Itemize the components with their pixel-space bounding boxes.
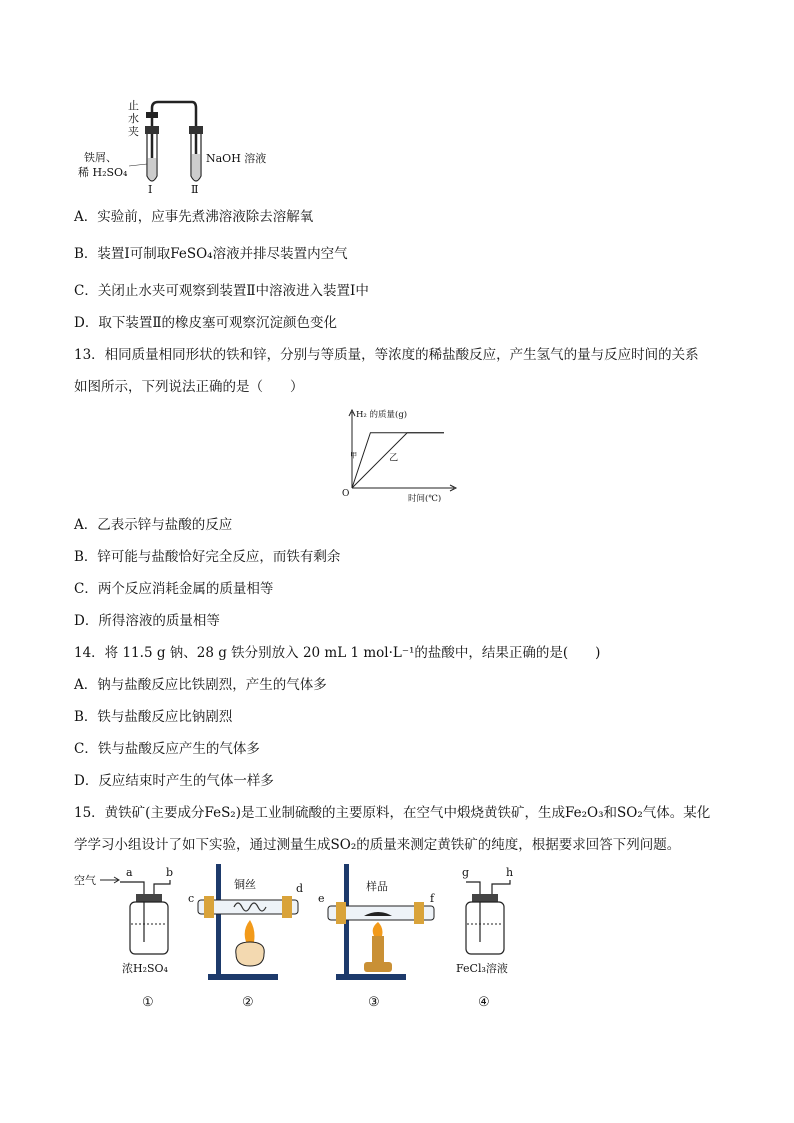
tube3-cap-left xyxy=(336,902,346,924)
reagent-left-2: 稀 H₂SO₄ xyxy=(78,166,128,179)
tube1-label: Ⅰ xyxy=(148,183,153,196)
clamp-label-3: 夹 xyxy=(128,125,139,138)
tube2-cap-right xyxy=(282,896,292,918)
q15-stem-line1: 15．黄铁矿(主要成分FeS₂)是工业制硫酸的主要原料，在空气中煅烧黄铁矿，生成Fe₂O₃和SO₂气体。某化 xyxy=(74,805,711,821)
air-arrow xyxy=(100,877,119,883)
apparatus-number-2: ② xyxy=(242,995,254,1010)
copper-label: 铜丝 xyxy=(234,878,256,891)
port-b: b xyxy=(166,866,174,879)
series-label-0: 甲 xyxy=(350,451,358,460)
tube2-cap-left xyxy=(204,896,214,918)
q14-stem: 14．将 11.5 g 钠、28 g 铁分别放入 20 mL 1 mol·L⁻¹的盐酸中，结果正确的是( ) xyxy=(74,645,601,661)
q13-option-a: A．乙表示锌与盐酸的反应 xyxy=(74,517,233,533)
burner3-body xyxy=(372,936,384,962)
q13-stem-line2: 如图所示，下列说法正确的是（ ） xyxy=(74,379,304,395)
leader-line-left xyxy=(129,164,147,166)
sample-label: 样品 xyxy=(366,880,388,893)
q12-option-d: D．取下装置Ⅱ的橡皮塞可观察沉淀颜色变化 xyxy=(74,315,337,331)
q14-option-c: C．铁与盐酸反应产生的气体多 xyxy=(74,741,260,757)
burner2-lamp xyxy=(236,942,264,966)
reagent-right: NaOH 溶液 xyxy=(206,152,267,165)
q14-option-d: D．反应结束时产生的气体一样多 xyxy=(74,773,274,789)
q13-chart xyxy=(336,404,466,502)
port-h: h xyxy=(506,866,514,879)
bottle1 xyxy=(130,902,168,954)
apparatus-number-4: ④ xyxy=(478,995,490,1010)
port-e: e xyxy=(318,892,325,905)
reagent-1: 浓H₂SO₄ xyxy=(122,962,168,975)
port-d: d xyxy=(296,882,304,895)
port-a: a xyxy=(126,866,133,879)
clamp-label-1: 止 xyxy=(128,99,139,112)
bottle1-tubes xyxy=(120,880,170,942)
y-axis-label: H₂ 的质量(g) xyxy=(356,410,408,420)
tube1-stopper xyxy=(145,126,159,134)
burner3-flame xyxy=(373,922,383,936)
reagent-left-1: 铁屑、 xyxy=(84,151,117,164)
series-label-1: 乙 xyxy=(389,453,399,464)
bottle4-stopper xyxy=(472,894,498,902)
q14-option-a: A．钠与盐酸反应比铁剧烈，产生的气体多 xyxy=(74,677,327,693)
q13-option-d: D．所得溶液的质量相等 xyxy=(74,613,220,629)
q13-option-c: C．两个反应消耗金属的质量相等 xyxy=(74,581,274,597)
q12-option-c: C．关闭止水夹可观察到装置Ⅱ中溶液进入装置Ⅰ中 xyxy=(74,283,369,299)
port-c: c xyxy=(188,892,195,905)
port-g: g xyxy=(462,866,470,879)
clamp-label-2: 水 xyxy=(128,112,139,125)
q12-apparatus-figure xyxy=(74,96,294,196)
q15-apparatus-figure xyxy=(74,862,534,1012)
q14-option-b: B．铁与盐酸反应比钠剧烈 xyxy=(74,709,233,725)
tube1-liquid xyxy=(148,158,157,180)
stand2-rod xyxy=(216,864,221,976)
tube3-cap-right xyxy=(414,902,424,924)
reagent-4: FeCl₃溶液 xyxy=(456,962,508,975)
stand2-base xyxy=(208,974,278,980)
port-f: f xyxy=(430,892,435,905)
air-label: 空气 xyxy=(74,874,96,887)
burner2-flame xyxy=(245,920,255,942)
clamp-icon xyxy=(146,112,158,118)
burner3-base xyxy=(364,962,392,972)
q12-option-a: A．实验前，应事先煮沸溶液除去溶解氧 xyxy=(74,209,314,225)
x-axis-label: 时间(℃) xyxy=(408,494,442,502)
q13-stem-line1: 13．相同质量相同形状的铁和锌，分别与等质量，等浓度的稀盐酸反应，产生氢气的量与反应时间的关系 xyxy=(74,347,699,363)
stand3-base xyxy=(336,974,406,980)
q12-option-b: B．装置Ⅰ可制取FeSO₄溶液并排尽装置内空气 xyxy=(74,246,348,262)
tube2-label: Ⅱ xyxy=(191,183,199,196)
q13-option-b: B．锌可能与盐酸恰好完全反应，而铁有剩余 xyxy=(74,549,341,565)
bottle4 xyxy=(466,902,504,954)
connecting-tube xyxy=(152,102,196,176)
origin-label: O xyxy=(342,489,350,499)
q15-stem-line2: 学学习小组设计了如下实验，通过测量生成SO₂的质量来测定黄铁矿的纯度，根据要求回答下列问题。 xyxy=(74,837,681,853)
apparatus-number-3: ③ xyxy=(368,995,380,1010)
bottle1-stopper xyxy=(136,894,162,902)
apparatus-number-1: ① xyxy=(142,995,154,1010)
tube2-liquid xyxy=(192,154,201,180)
tube2-stopper xyxy=(189,126,203,134)
